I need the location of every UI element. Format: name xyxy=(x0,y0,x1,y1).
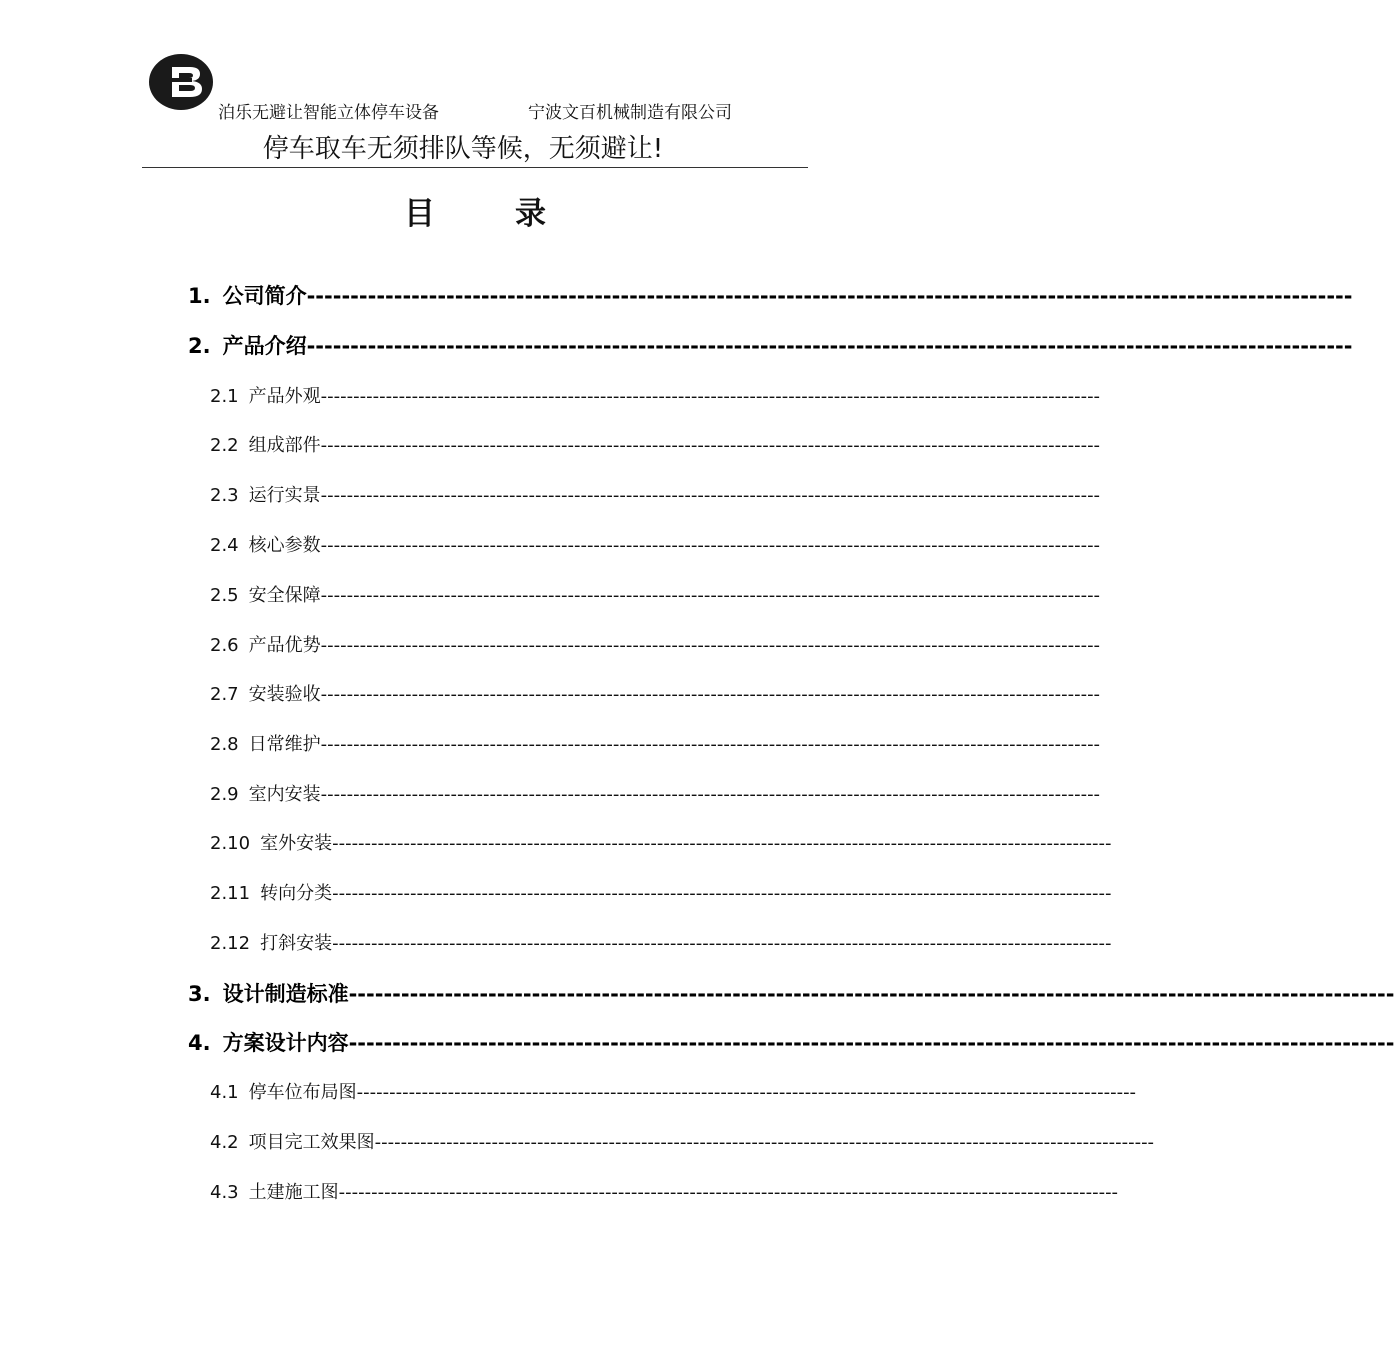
toc-entry-label: 产品优势 xyxy=(248,635,321,656)
header-divider xyxy=(142,167,808,168)
toc-entry[interactable] xyxy=(210,929,1112,955)
toc-entry[interactable] xyxy=(210,431,1101,457)
toc-entry-label: 方案设计内容 xyxy=(222,1031,349,1055)
toc-entry-label: 室内安装 xyxy=(248,784,321,805)
toc-leader: ------------------------------------------------------------------------------------------------------------------------ xyxy=(332,833,1112,854)
toc-entry-number: 2.3 xyxy=(210,485,239,506)
toc-entry[interactable] xyxy=(188,978,1395,1008)
toc-entry[interactable] xyxy=(188,1027,1395,1057)
toc-entry-number: 4.3 xyxy=(210,1182,239,1203)
toc-entry-label: 产品外观 xyxy=(248,386,321,407)
toc-leader: ------------------------------------------------------------------------------------------------------------------------ xyxy=(348,1031,1395,1055)
toc-entry[interactable] xyxy=(210,1078,1137,1104)
toc-entry-label: 停车位布局图 xyxy=(248,1082,357,1103)
toc-entry-number: 2.12 xyxy=(210,933,251,954)
toc-entry-number: 2.6 xyxy=(210,635,239,656)
toc-entry[interactable] xyxy=(210,631,1101,657)
toc-leader: ------------------------------------------------------------------------------------------------------------------------ xyxy=(320,734,1101,755)
toc-leader: ------------------------------------------------------------------------------------------------------------------------ xyxy=(348,982,1395,1006)
header-product-line: 泊乐无避让智能立体停车设备 xyxy=(218,103,439,123)
toc-entry[interactable] xyxy=(210,382,1101,408)
toc-entry-label: 安装验收 xyxy=(248,684,321,705)
toc-entry[interactable] xyxy=(188,280,1353,310)
toc-entry-number: 2.10 xyxy=(210,833,251,854)
toc-entry[interactable] xyxy=(210,879,1112,905)
toc-entry-number: 2.11 xyxy=(210,883,251,904)
toc-title-char-1: 目 xyxy=(404,196,435,232)
toc-entry-label: 组成部件 xyxy=(248,435,321,456)
toc-entry[interactable] xyxy=(188,330,1353,360)
toc-entry-number: 2. xyxy=(188,334,211,358)
toc-entry[interactable] xyxy=(210,730,1101,756)
toc-entry-label: 安全保障 xyxy=(248,585,321,606)
toc-leader: ------------------------------------------------------------------------------------------------------------------------ xyxy=(320,386,1101,407)
toc-leader: ------------------------------------------------------------------------------------------------------------------------ xyxy=(374,1132,1155,1153)
toc-leader: ------------------------------------------------------------------------------------------------------------------------ xyxy=(332,933,1112,954)
toc-entry[interactable] xyxy=(210,1128,1155,1154)
header-slogan: 停车取车无须排队等候，无须避让! xyxy=(262,134,664,164)
toc-entry-label: 项目完工效果图 xyxy=(248,1132,375,1153)
b-logo-icon xyxy=(148,52,216,112)
toc-entry[interactable] xyxy=(210,829,1112,855)
toc-entry-number: 2.4 xyxy=(210,535,239,556)
toc-leader: ------------------------------------------------------------------------------------------------------------------------ xyxy=(320,485,1101,506)
toc-entry[interactable] xyxy=(210,680,1101,706)
toc-title xyxy=(0,188,950,232)
toc-entry-label: 日常维护 xyxy=(248,734,321,755)
toc-leader: ------------------------------------------------------------------------------------------------------------------------ xyxy=(320,784,1101,805)
toc-entry-label: 设计制造标准 xyxy=(222,982,349,1006)
toc-entry-number: 1. xyxy=(188,284,211,308)
toc-entry-label: 转向分类 xyxy=(260,883,333,904)
toc-entry-number: 4.2 xyxy=(210,1132,239,1153)
toc-title-char-2: 录 xyxy=(515,196,546,232)
toc-entry[interactable] xyxy=(210,1178,1119,1204)
toc-entry-number: 2.7 xyxy=(210,684,239,705)
toc-entry-label: 室外安装 xyxy=(260,833,333,854)
toc-leader: ------------------------------------------------------------------------------------------------------------------------ xyxy=(306,334,1353,358)
toc-entry-number: 4.1 xyxy=(210,1082,239,1103)
toc-entry-number: 2.1 xyxy=(210,386,239,407)
toc-entry-number: 2.8 xyxy=(210,734,239,755)
toc-leader: ------------------------------------------------------------------------------------------------------------------------ xyxy=(320,684,1101,705)
toc-leader: ------------------------------------------------------------------------------------------------------------------------ xyxy=(320,585,1101,606)
toc-entry-number: 2.9 xyxy=(210,784,239,805)
toc-leader: ------------------------------------------------------------------------------------------------------------------------ xyxy=(338,1182,1119,1203)
toc-entry[interactable] xyxy=(210,481,1101,507)
toc-leader: ------------------------------------------------------------------------------------------------------------------------ xyxy=(356,1082,1137,1103)
toc-entry-label: 产品介绍 xyxy=(222,334,307,358)
toc-leader: ------------------------------------------------------------------------------------------------------------------------ xyxy=(320,435,1101,456)
toc-leader: ------------------------------------------------------------------------------------------------------------------------ xyxy=(306,284,1353,308)
toc-entry-number: 3. xyxy=(188,982,211,1006)
toc-entry[interactable] xyxy=(210,531,1101,557)
toc-entry-number: 2.2 xyxy=(210,435,239,456)
toc-entry-number: 4. xyxy=(188,1031,211,1055)
toc-entry-number: 2.5 xyxy=(210,585,239,606)
toc-entry-label: 核心参数 xyxy=(248,535,321,556)
toc-leader: ------------------------------------------------------------------------------------------------------------------------ xyxy=(320,535,1101,556)
toc-entry-label: 公司简介 xyxy=(222,284,307,308)
toc-entry-label: 运行实景 xyxy=(248,485,321,506)
toc-entry[interactable] xyxy=(210,780,1101,806)
toc-leader: ------------------------------------------------------------------------------------------------------------------------ xyxy=(320,635,1101,656)
toc-entry[interactable] xyxy=(210,581,1101,607)
toc-entry-label: 土建施工图 xyxy=(248,1182,339,1203)
header-company-name: 宁波文百机械制造有限公司 xyxy=(528,103,732,123)
toc-leader: ------------------------------------------------------------------------------------------------------------------------ xyxy=(332,883,1112,904)
toc-entry-label: 打斜安装 xyxy=(260,933,333,954)
